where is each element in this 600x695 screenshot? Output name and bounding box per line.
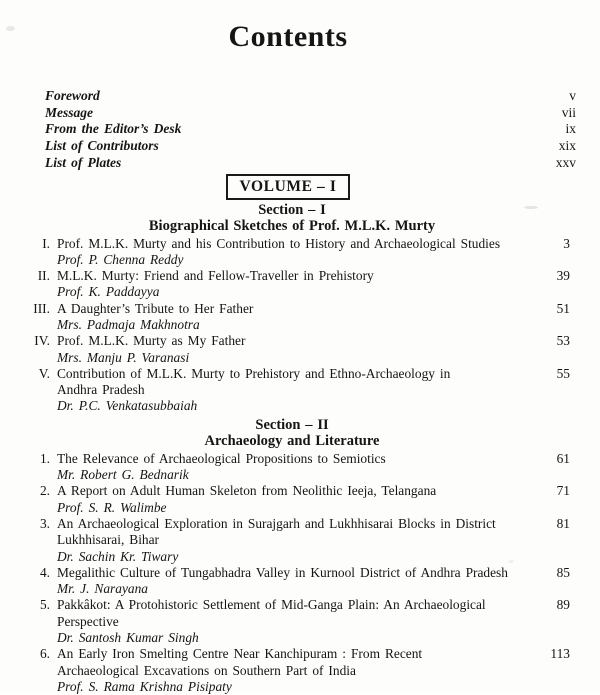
entry-title xyxy=(57,646,542,679)
front-matter-page: vii xyxy=(561,104,576,120)
section-entries xyxy=(20,451,570,695)
front-matter-label: List of Contributors xyxy=(45,138,159,154)
entry-page-number: 51 xyxy=(556,300,570,316)
entry-page-number: 53 xyxy=(556,333,570,349)
entry-page-number: 71 xyxy=(556,483,570,499)
volume-box: VOLUME – I xyxy=(226,174,351,200)
entry-author: Dr. Sachin Kr. Tiwary xyxy=(57,548,179,564)
entry-author: Prof. S. R. Walimbe xyxy=(57,499,167,515)
toc-entry xyxy=(20,516,570,565)
entry-page-number: 81 xyxy=(556,515,570,531)
front-matter-page: v xyxy=(569,88,576,103)
entry-title-row xyxy=(57,451,570,467)
scan-artifact xyxy=(524,206,538,209)
entry-page-number: 39 xyxy=(556,268,570,284)
entry-body xyxy=(57,483,570,516)
entry-title-line: Prof. M.L.K. Murty and his Contribution to History and Archaeological Studies xyxy=(57,235,501,251)
toc-entry xyxy=(20,236,570,269)
entry-title-line: Megalithic Culture of Tungabhadra Valley in Kurnool District of Andhra Pradesh xyxy=(57,564,508,580)
entry-title xyxy=(57,301,542,317)
entry-author: Prof. K. Paddayya xyxy=(57,284,160,300)
toc-entry xyxy=(20,451,570,484)
entry-number: II. xyxy=(37,268,50,284)
entry-title-row xyxy=(57,301,570,317)
entry-number: III. xyxy=(33,300,50,316)
toc-entry xyxy=(20,366,570,415)
entry-title-line: Pakkâkot: A Protohistoric Settlement of Mid-Ganga Plain: An Archaeological xyxy=(57,597,486,613)
entry-title-line: Prof. M.L.K. Murty as My Father xyxy=(57,333,246,349)
entry-title-line: A Report on Adult Human Skeleton from Neolithic Ieeja, Telangana xyxy=(57,483,437,499)
entry-number: 6. xyxy=(39,646,50,662)
front-matter-label: Foreword xyxy=(45,88,100,103)
entry-author: Mr. J. Narayana xyxy=(57,581,148,597)
entry-number: 3. xyxy=(39,515,50,531)
entry-title-row xyxy=(57,516,570,549)
entry-number: 2. xyxy=(39,483,50,499)
entry-number: 4. xyxy=(39,564,50,580)
front-matter-page: xix xyxy=(558,138,576,154)
section-heading: Section – II xyxy=(255,416,329,433)
entry-page-number: 113 xyxy=(550,646,570,662)
toc-entry xyxy=(20,597,570,646)
entry-number: IV. xyxy=(34,333,50,349)
section-subheading: Biographical Sketches of Prof. M.L.K. Murty xyxy=(148,218,436,235)
entry-title-line: Lukhhisarai, Bihar xyxy=(57,532,160,548)
volume-heading-wrap xyxy=(0,174,576,200)
front-matter-page: ix xyxy=(565,121,576,137)
entry-title-row xyxy=(57,483,570,499)
entry-author: Mr. Robert G. Bednarik xyxy=(57,467,189,483)
entry-title-line: The Relevance of Archaeological Propositions to Semiotics xyxy=(57,450,386,466)
front-matter-row xyxy=(45,138,576,155)
entry-title-line: An Archaeological Exploration in Surajgarh and Lukhhisarai Blocks in District xyxy=(57,515,496,531)
entry-number: 1. xyxy=(39,450,50,466)
entry-body xyxy=(57,646,570,695)
entry-title xyxy=(57,236,542,252)
section-heading: Section – I xyxy=(258,201,326,218)
toc-entry xyxy=(20,646,570,695)
scan-artifact xyxy=(508,560,514,563)
entry-author: Dr. Santosh Kumar Singh xyxy=(57,630,199,646)
front-matter-page: xxv xyxy=(555,154,576,170)
entry-title xyxy=(57,268,542,284)
entry-author: Prof. P. Chenna Reddy xyxy=(57,251,184,267)
entry-page-number: 3 xyxy=(563,235,570,251)
entry-page-number: 55 xyxy=(556,365,570,381)
entry-title-line: An Early Iron Smelting Centre Near Kanchipuram : From Recent xyxy=(57,646,423,662)
entry-number: 5. xyxy=(39,597,50,613)
entry-title-row xyxy=(57,565,570,581)
entry-body xyxy=(57,451,570,484)
entry-title-line: Contribution of M.L.K. Murty to Prehistory and Ethno-Archaeology in xyxy=(57,365,451,381)
front-matter-label: List of Plates xyxy=(45,154,122,170)
entry-title xyxy=(57,451,542,467)
toc-entry xyxy=(20,301,570,334)
front-matter-label: From the Editor’s Desk xyxy=(45,121,182,137)
entry-body xyxy=(57,565,570,598)
entry-title xyxy=(57,597,542,630)
front-matter-row xyxy=(45,88,576,105)
entry-title xyxy=(57,565,542,581)
entry-title xyxy=(57,483,542,499)
toc-entry xyxy=(20,268,570,301)
entry-title-line: M.L.K. Murty: Friend and Fellow-Traveller in Prehistory xyxy=(57,268,374,284)
entry-body xyxy=(57,333,570,366)
entry-author: Mrs. Manju P. Varanasi xyxy=(57,349,190,365)
entry-title-line: Andhra Pradesh xyxy=(57,382,145,398)
entry-title xyxy=(57,516,542,549)
entry-title-line: Perspective xyxy=(57,613,119,629)
entry-title xyxy=(57,333,542,349)
toc-entry xyxy=(20,483,570,516)
entry-body xyxy=(57,236,570,269)
entry-title-row xyxy=(57,268,570,284)
entry-body xyxy=(57,301,570,334)
front-matter-label: Message xyxy=(45,104,93,120)
entry-title-row xyxy=(57,597,570,630)
toc-entry xyxy=(20,565,570,598)
section-subheading: Archaeology and Literature xyxy=(204,433,380,450)
front-matter-row xyxy=(45,121,576,138)
entry-body xyxy=(57,597,570,646)
entry-page-number: 85 xyxy=(556,564,570,580)
scan-artifact xyxy=(6,26,15,31)
entry-title-row xyxy=(57,236,570,252)
entry-title-line: A Daughter’s Tribute to Her Father xyxy=(57,300,254,316)
entry-author: Dr. P.C. Venkatasubbaiah xyxy=(57,398,198,414)
front-matter-row xyxy=(45,105,576,122)
entry-author: Prof. S. Rama Krishna Pisipaty xyxy=(57,678,232,694)
entry-body xyxy=(57,516,570,565)
page-title: Contents xyxy=(228,20,348,53)
entry-page-number: 61 xyxy=(556,450,570,466)
entry-title-line: Archaeological Excavations on Southern Part of India xyxy=(57,662,356,678)
entry-title-row xyxy=(57,646,570,679)
entry-author: Mrs. Padmaja Makhnotra xyxy=(57,317,200,332)
entry-number: I. xyxy=(42,235,50,251)
entry-number: V. xyxy=(38,365,50,381)
entry-title xyxy=(57,366,542,399)
entry-page-number: 89 xyxy=(556,597,570,613)
toc-entry xyxy=(20,333,570,366)
front-matter-row xyxy=(45,155,576,172)
entry-title-row xyxy=(57,366,570,399)
entry-body xyxy=(57,366,570,415)
section-entries xyxy=(20,236,570,415)
front-matter-list xyxy=(45,88,576,172)
entry-body xyxy=(57,268,570,301)
entry-title-row xyxy=(57,333,570,349)
